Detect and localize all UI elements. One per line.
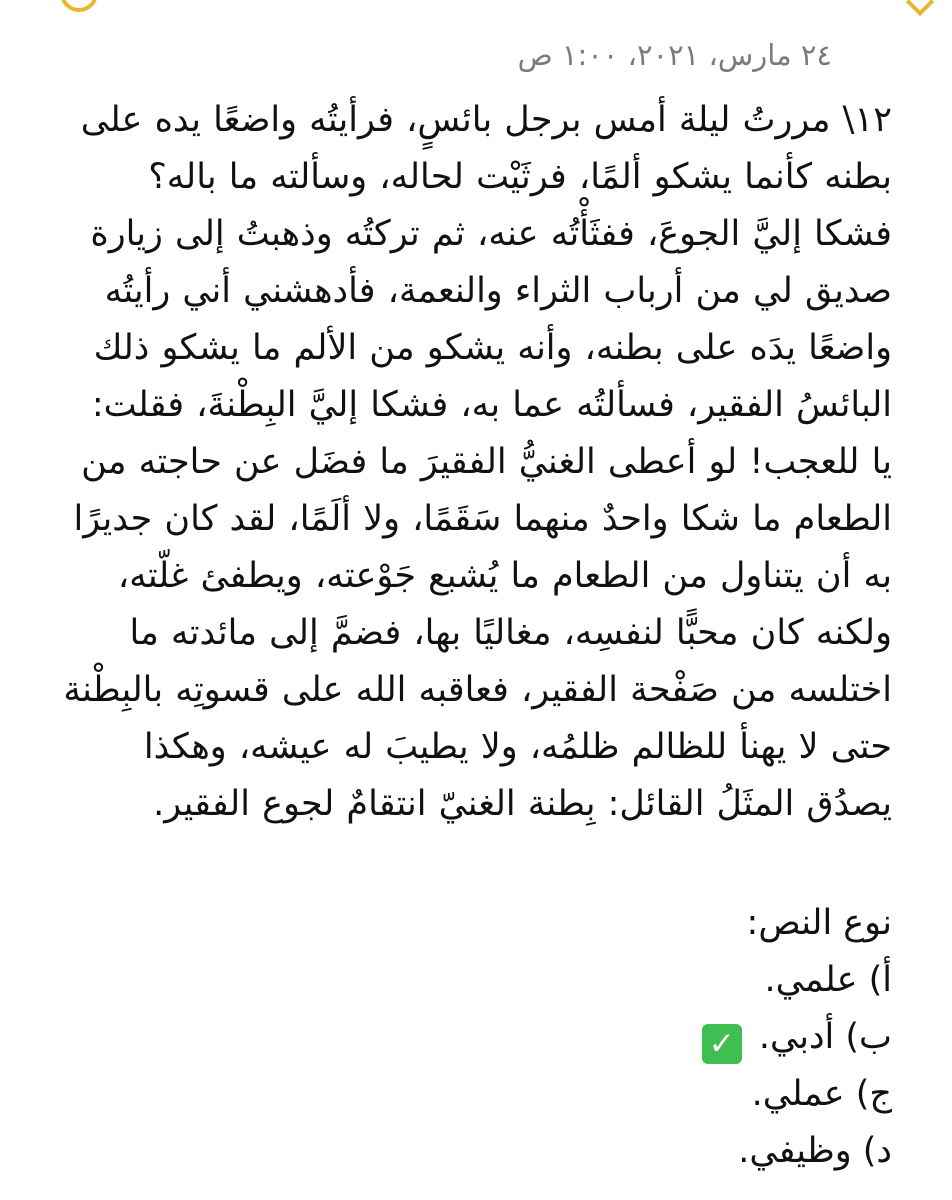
option-d-label: د) وظيفي. bbox=[738, 1131, 892, 1171]
option-c-label: ج) عملي. bbox=[751, 1074, 892, 1114]
check-box-icon: ✓ bbox=[702, 1024, 742, 1064]
note-timestamp: ٢٤ مارس، ٢٠٢١، ١:٠٠ ص bbox=[517, 38, 832, 72]
paragraph-spacer bbox=[60, 833, 892, 895]
question-label: نوع النص: bbox=[746, 903, 892, 943]
option-b-label: ب) أدبي. bbox=[758, 1017, 892, 1057]
yellow-chevron-icon[interactable] bbox=[906, 0, 934, 16]
option-d bbox=[60, 1123, 892, 1180]
top-toolbar-edge bbox=[0, 0, 952, 18]
option-a-label: أ) علمي. bbox=[764, 960, 892, 1000]
option-a bbox=[60, 952, 892, 1009]
yellow-circle-icon[interactable] bbox=[60, 0, 98, 12]
note-content[interactable] bbox=[60, 92, 892, 1171]
option-b bbox=[60, 1009, 892, 1066]
passage-text: ١٢\ مررتُ ليلة أمس برجل بائسٍ، فرأيتُه واضعًا يده على بطنه كأنما يشكو ألمًا، فرثَيْت لحاله، وسألته ما باله؟ فشكا إليَّ الجوعَ، ففثَأْتُه عنه، ثم تركتُه وذهبتُ إلى زيارة صديق لي من أرباب الثراء والنعمة، فأدهشني أني رأيتُه واضعًا يدَه على بطنه، وأنه يشكو من الألم ما يشكو ذلك البائسُ الفقير، فسألتُه عما به، فشكا إليَّ البِطْنةَ، فقلت: يا للعجب! لو أعطى الغنيُّ الفقيرَ ما فضَل عن حاجته من الطعام ما شكا واحدٌ منهما سَقَمًا، ولا ألَمًا، لقد كان جديرًا به أن يتناول من الطعام ما يُشبع جَوْعته، ويطفئ غلّته، ولكنه كان محبًّا لنفسِه، مغاليًا بها، فضمَّ إلى مائدته ما اختلسه من صَفْحة الفقير، فعاقبه الله على قسوتِه بالبِطْنة حتى لا يهنأ للظالم ظلمُه، ولا يطيبَ له عيشه، وهكذا يصدُق المثَلُ القائل: بِطنة الغنيّ انتقامٌ لجوع الفقير. bbox=[63, 100, 892, 824]
option-c bbox=[60, 1066, 892, 1123]
